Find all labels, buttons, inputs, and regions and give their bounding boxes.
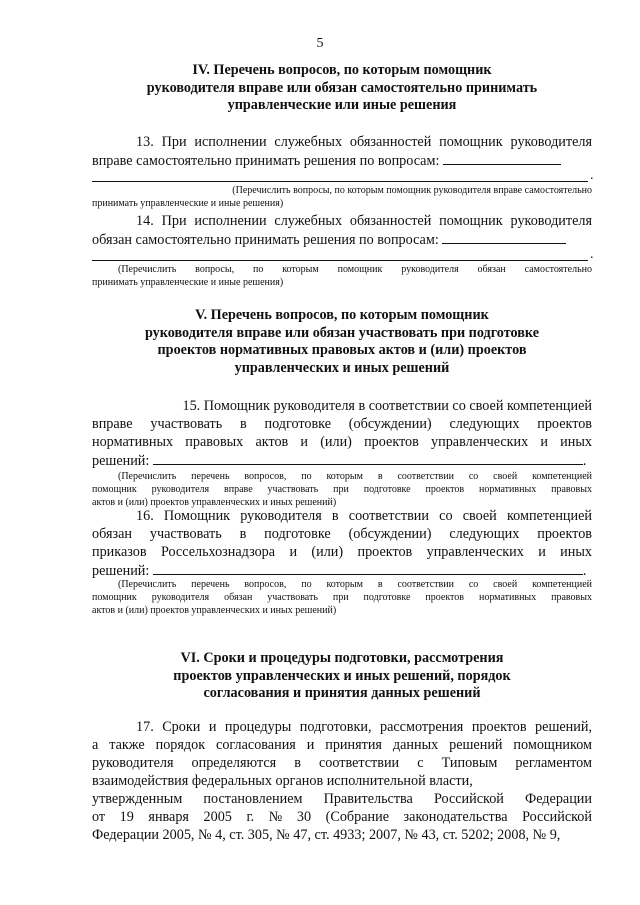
paragraph-16 [92, 507, 592, 580]
heading-line: управленческие или иные решения [227, 97, 457, 113]
section-6-heading [92, 650, 592, 703]
note-line: актов и (или) проектов управленческих и иных решений) [92, 497, 337, 508]
fill-in-line [443, 151, 561, 165]
line-period: . [582, 453, 587, 469]
heading-line: руководителя вправе или обязан участвовать при подготовке [144, 324, 540, 341]
section-5-heading [92, 307, 592, 377]
section-4-heading [92, 62, 592, 115]
p17-line: 17. Сроки и процедуры подготовки, рассмотрения проектов решений, [136, 719, 592, 735]
p13-line: 13. При исполнении служебных обязанностей помощник руководителя [136, 134, 592, 150]
page-number: 5 [316, 36, 324, 51]
p15-line: решений: [92, 453, 150, 469]
p17-line: утвержденным постановлением Правительства Российской Федерации [92, 791, 592, 807]
fill-in-line [442, 230, 566, 244]
note-14 [92, 263, 592, 289]
p16-line: решений: [92, 563, 150, 579]
note-line: (Перечислить перечень вопросов, по которым в соответствии со своей компетенцией [118, 471, 592, 482]
p17-line: Федерации 2005, № 4, ст. 305, № 47, ст. 4933; 2007, № 43, ст. 5202; 2008, № 9, [92, 827, 561, 843]
heading-line: управленческих и иных решений [234, 359, 450, 376]
paragraph-15 [92, 397, 592, 470]
p16-line: приказов Россельхознадзора и (или) проектов управленческих и иных [92, 544, 592, 560]
heading-line: согласования и принятия данных решений [203, 685, 481, 701]
line-period: . [582, 563, 587, 579]
paragraph-17 [92, 718, 592, 844]
p17-line: руководителя определяются в соответствии с Типовым регламентом [92, 755, 592, 771]
p17-line: а также порядок согласования и принятия данных решений помощником [92, 737, 592, 753]
p13-line: вправе самостоятельно принимать решения по вопросам: [92, 153, 440, 169]
note-line: помощник руководителя обязан участвовать при подготовке проектов нормативных правовых [92, 592, 592, 603]
heading-line: IV. Перечень вопросов, по которым помощник [192, 62, 492, 78]
p17-line: взаимодействия федеральных органов исполнительной власти, [92, 773, 473, 789]
note-line: помощник руководителя вправе участвовать при подготовке проектов нормативных правовых [92, 484, 592, 495]
p16-line: обязан участвовать в подготовке (обсуждении) следующих проектов [92, 526, 592, 542]
heading-line: проектов нормативных правовых актов и (или) проектов [157, 342, 527, 358]
heading-line: V. Перечень вопросов, по которым помощник [195, 307, 489, 323]
fill-in-line [92, 260, 588, 261]
note-line: (Перечислить перечень вопросов, по которым в соответствии со своей компетенцией [118, 579, 592, 590]
fill-in-line [153, 451, 583, 465]
heading-line: VI. Сроки и процедуры подготовки, рассмотрения [180, 650, 504, 666]
p15-line: вправе участвовать в подготовке (обсуждении) следующих проектов [92, 416, 592, 432]
note-line: принимать управленческие и иные решения) [92, 277, 284, 288]
p16-line: 16. Помощник руководителя в соответствии со своей компетенцией [136, 508, 592, 524]
fill-in-line [92, 181, 588, 182]
heading-line: проектов управленческих и иных решений, порядок [173, 667, 511, 684]
p14-line: 14. При исполнении служебных обязанностей помощник руководителя [136, 213, 592, 229]
heading-line: руководителя вправе или обязан самостоятельно принимать [146, 79, 538, 96]
paragraph-14 [92, 212, 592, 249]
line-period: . [590, 168, 594, 183]
paragraph-13 [92, 133, 592, 170]
note-13 [92, 184, 592, 210]
line-period: . [590, 247, 594, 262]
p17-line: от 19 января 2005 г. № 30 (Собрание законодательства Российской [92, 809, 592, 825]
note-line: (Перечислить вопросы, по которым помощник руководителя вправе самостоятельно [232, 185, 592, 196]
note-line: актов и (или) проектов управленческих и иных решений) [92, 605, 337, 616]
p15-line: 15. Помощник руководителя в соответствии со своей компетенцией [182, 398, 592, 414]
p14-line: обязан самостоятельно принимать решения по вопросам: [92, 232, 439, 248]
note-15 [92, 470, 592, 509]
p15-line: нормативных правовых актов и (или) проектов управленческих и иных [92, 434, 592, 450]
note-line: принимать управленческие и иные решения) [92, 198, 284, 209]
note-line: (Перечислить вопросы, по которым помощник руководителя обязан самостоятельно [118, 264, 592, 275]
fill-in-line [153, 561, 583, 575]
note-16 [92, 578, 592, 617]
